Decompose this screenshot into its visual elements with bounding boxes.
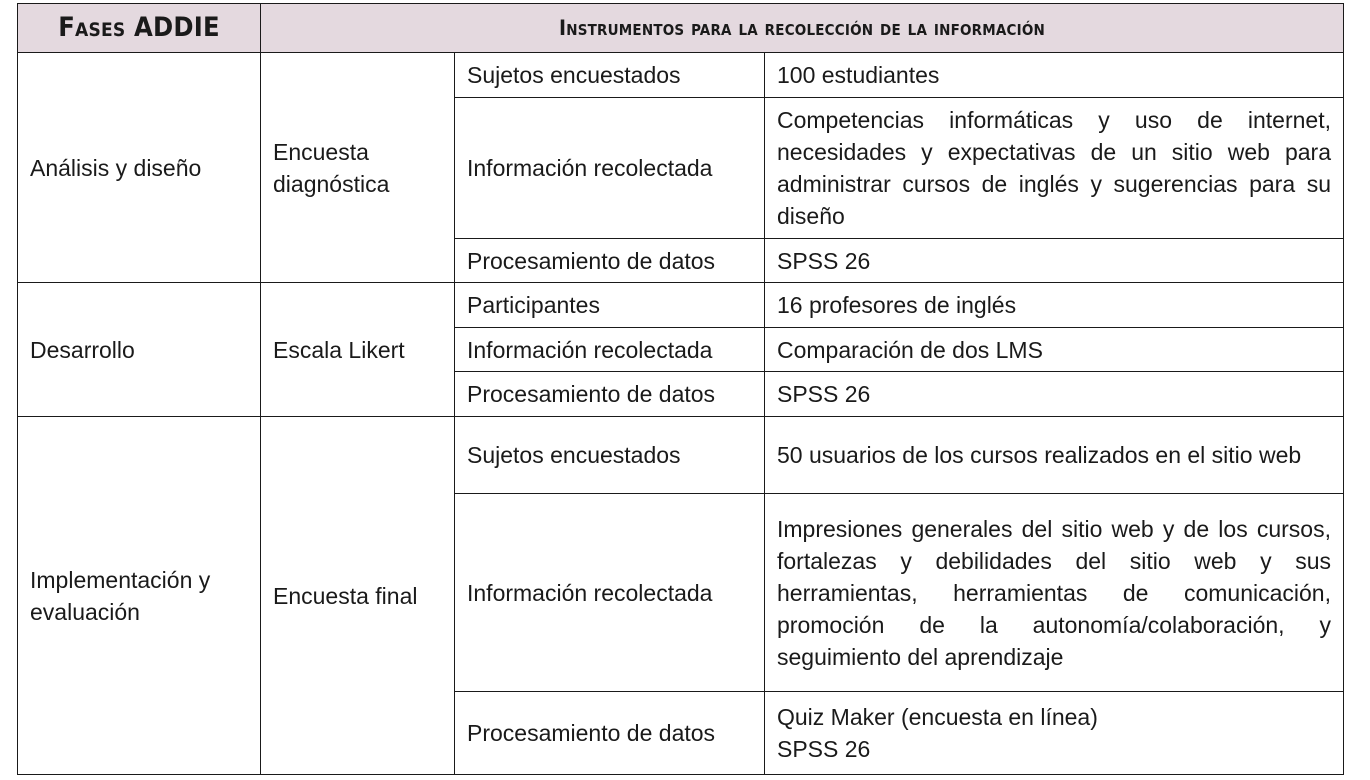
- value-line: SPSS 26: [777, 736, 871, 762]
- instrument-cell: Escala Likert: [261, 283, 455, 417]
- table-row: [18, 417, 1344, 494]
- value-cell: [765, 692, 1344, 775]
- label-cell: Procesamiento de datos: [455, 372, 765, 417]
- value-cell: Competencias informáticas y uso de internet, necesidades y expectativas de un sitio web para administrar cursos de inglés y sugerencias para su diseño: [765, 98, 1344, 239]
- table-row: [18, 283, 1344, 328]
- value-cell: 100 estudiantes: [765, 53, 1344, 98]
- phase-cell: Desarrollo: [18, 283, 261, 417]
- label-cell: Procesamiento de datos: [455, 239, 765, 283]
- value-cell: Impresiones generales del sitio web y de los cursos, fortalezas y debilidades del sitio web y sus herramientas, herramientas de comunicación, promoción de la autonomía/colaboración, y seguimiento del aprendizaje: [765, 494, 1344, 692]
- phase-cell: Análisis y diseño: [18, 53, 261, 283]
- value-cell: SPSS 26: [765, 372, 1344, 417]
- table-row: [18, 53, 1344, 98]
- instrument-cell: Encuesta final: [261, 417, 455, 775]
- label-cell: Sujetos encuestados: [455, 53, 765, 98]
- value-line: Quiz Maker (encuesta en línea): [777, 704, 1098, 730]
- label-cell: Procesamiento de datos: [455, 692, 765, 775]
- header-instruments: Instrumentos para la recolección de la información: [261, 4, 1344, 53]
- value-cell: SPSS 26: [765, 239, 1344, 283]
- label-cell: Participantes: [455, 283, 765, 328]
- phase-cell: Implementación y evaluación: [18, 417, 261, 775]
- instrument-cell: Encuesta diagnóstica: [261, 53, 455, 283]
- header-phases: Fases ADDIE: [18, 4, 261, 53]
- value-cell: 16 profesores de inglés: [765, 283, 1344, 328]
- addie-instruments-table: [17, 3, 1344, 775]
- label-cell: Información recolectada: [455, 494, 765, 692]
- value-cell: 50 usuarios de los cursos realizados en el sitio web: [765, 417, 1344, 494]
- value-cell: Comparación de dos LMS: [765, 328, 1344, 372]
- label-cell: Información recolectada: [455, 328, 765, 372]
- label-cell: Sujetos encuestados: [455, 417, 765, 494]
- header-row: [18, 4, 1344, 53]
- label-cell: Información recolectada: [455, 98, 765, 239]
